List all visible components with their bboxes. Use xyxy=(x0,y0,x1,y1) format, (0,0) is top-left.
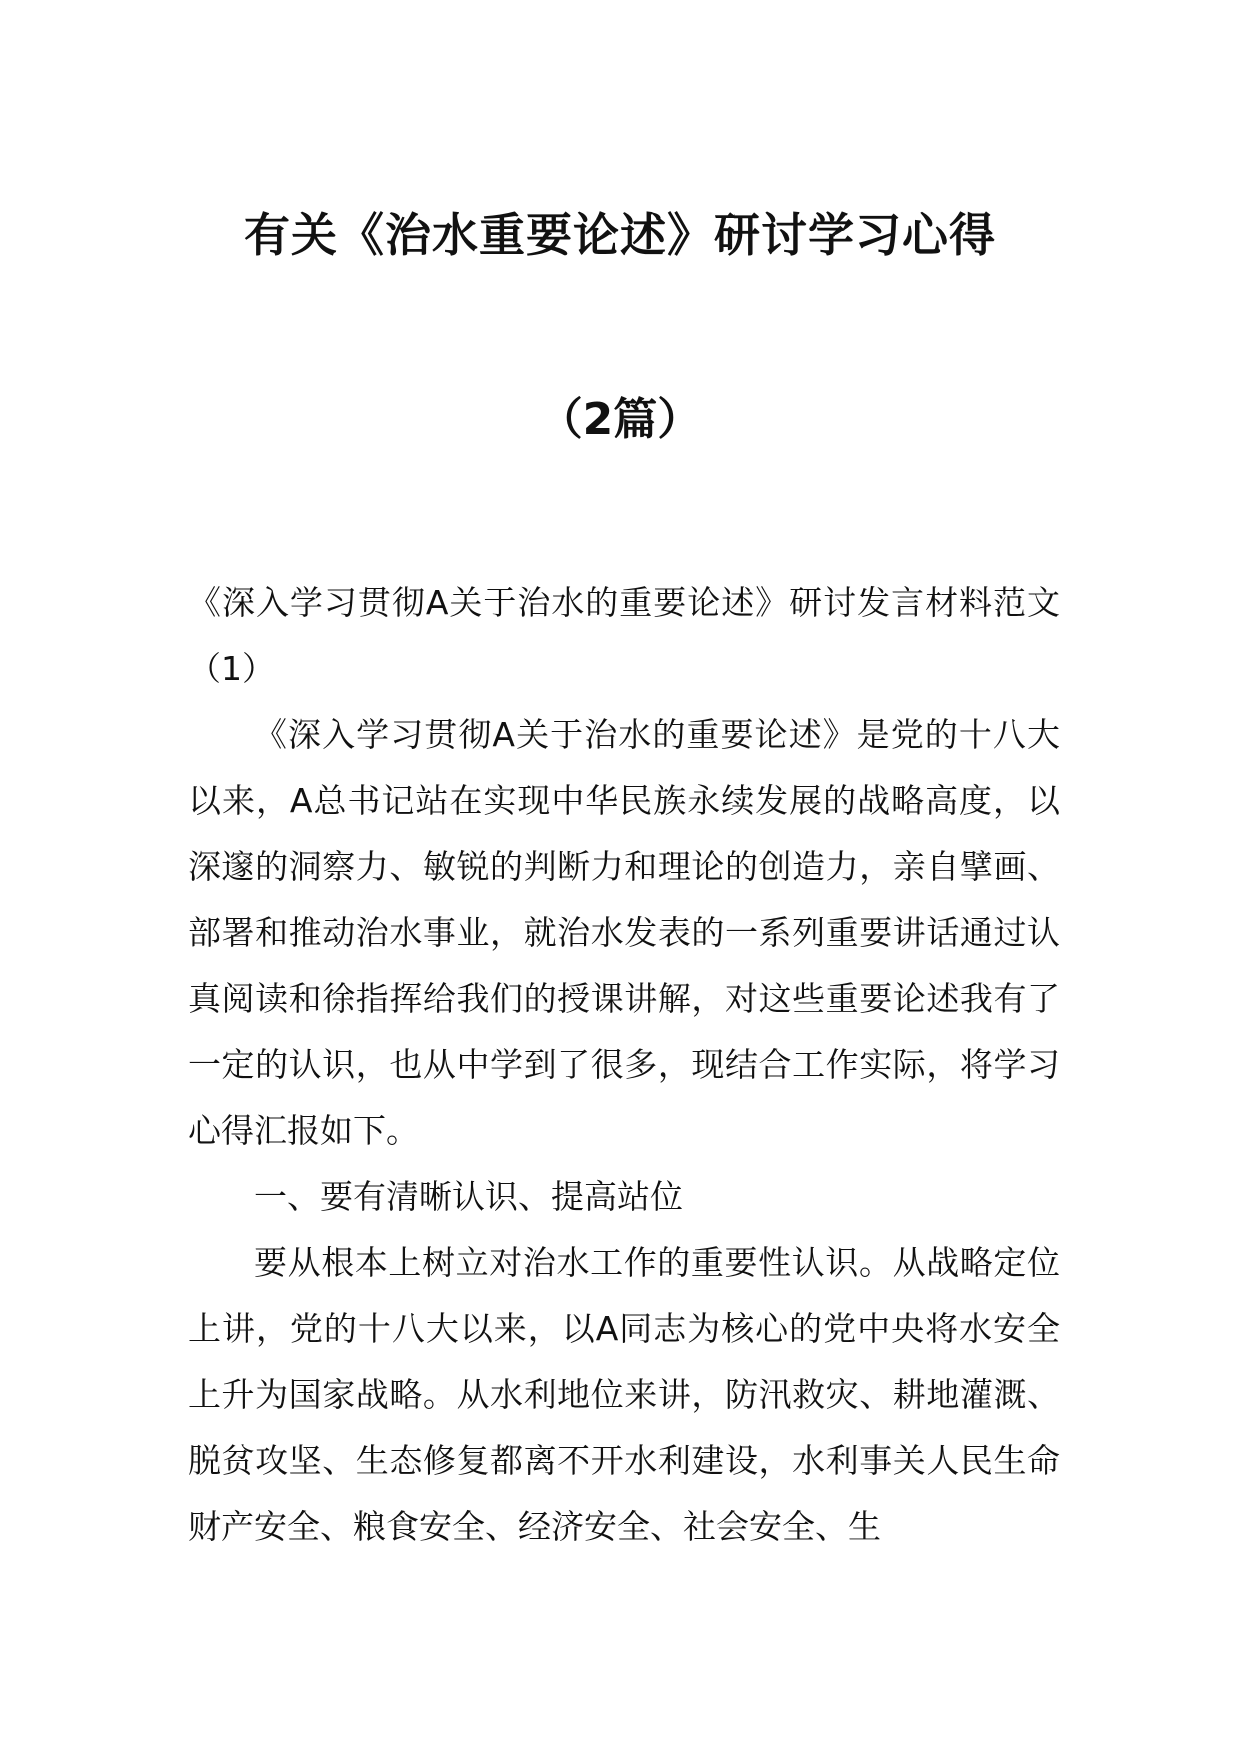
document-body xyxy=(188,570,1060,1560)
document-subtitle: （2篇） xyxy=(538,394,702,445)
section-heading-paragraph: 《深入学习贯彻A关于治水的重要论述》研讨发言材料范文（1） xyxy=(188,583,1060,688)
body-paragraph: 要从根本上树立对治水工作的重要性认识。从战略定位上讲，党的十八大以来，以A同志为核心的党中央将水安全上升为国家战略。从水利地位来讲，防汛救灾、耕地灌溉、脱贫攻坚、生态修复都离不开水利建设，水利事关人民生命财产安全、粮食安全、经济安全、社会安全、生 xyxy=(188,1243,1060,1546)
body-paragraph: 《深入学习贯彻A关于治水的重要论述》是党的十八大以来，A总书记站在实现中华民族永续发展的战略高度，以深邃的洞察力、敏锐的判断力和理论的创造力，亲自擘画、部署和推动治水事业，就治水发表的一系列重要讲话通过认真阅读和徐指挥给我们的授课讲解，对这些重要论述我有了一定的认识，也从中学到了很多，现结合工作实际，将学习心得汇报如下。 xyxy=(188,715,1060,1150)
subheading-paragraph: 一、要有清晰认识、提高站位 xyxy=(254,1177,683,1216)
document-title: 有关《治水重要论述》研讨学习心得 xyxy=(244,208,996,262)
